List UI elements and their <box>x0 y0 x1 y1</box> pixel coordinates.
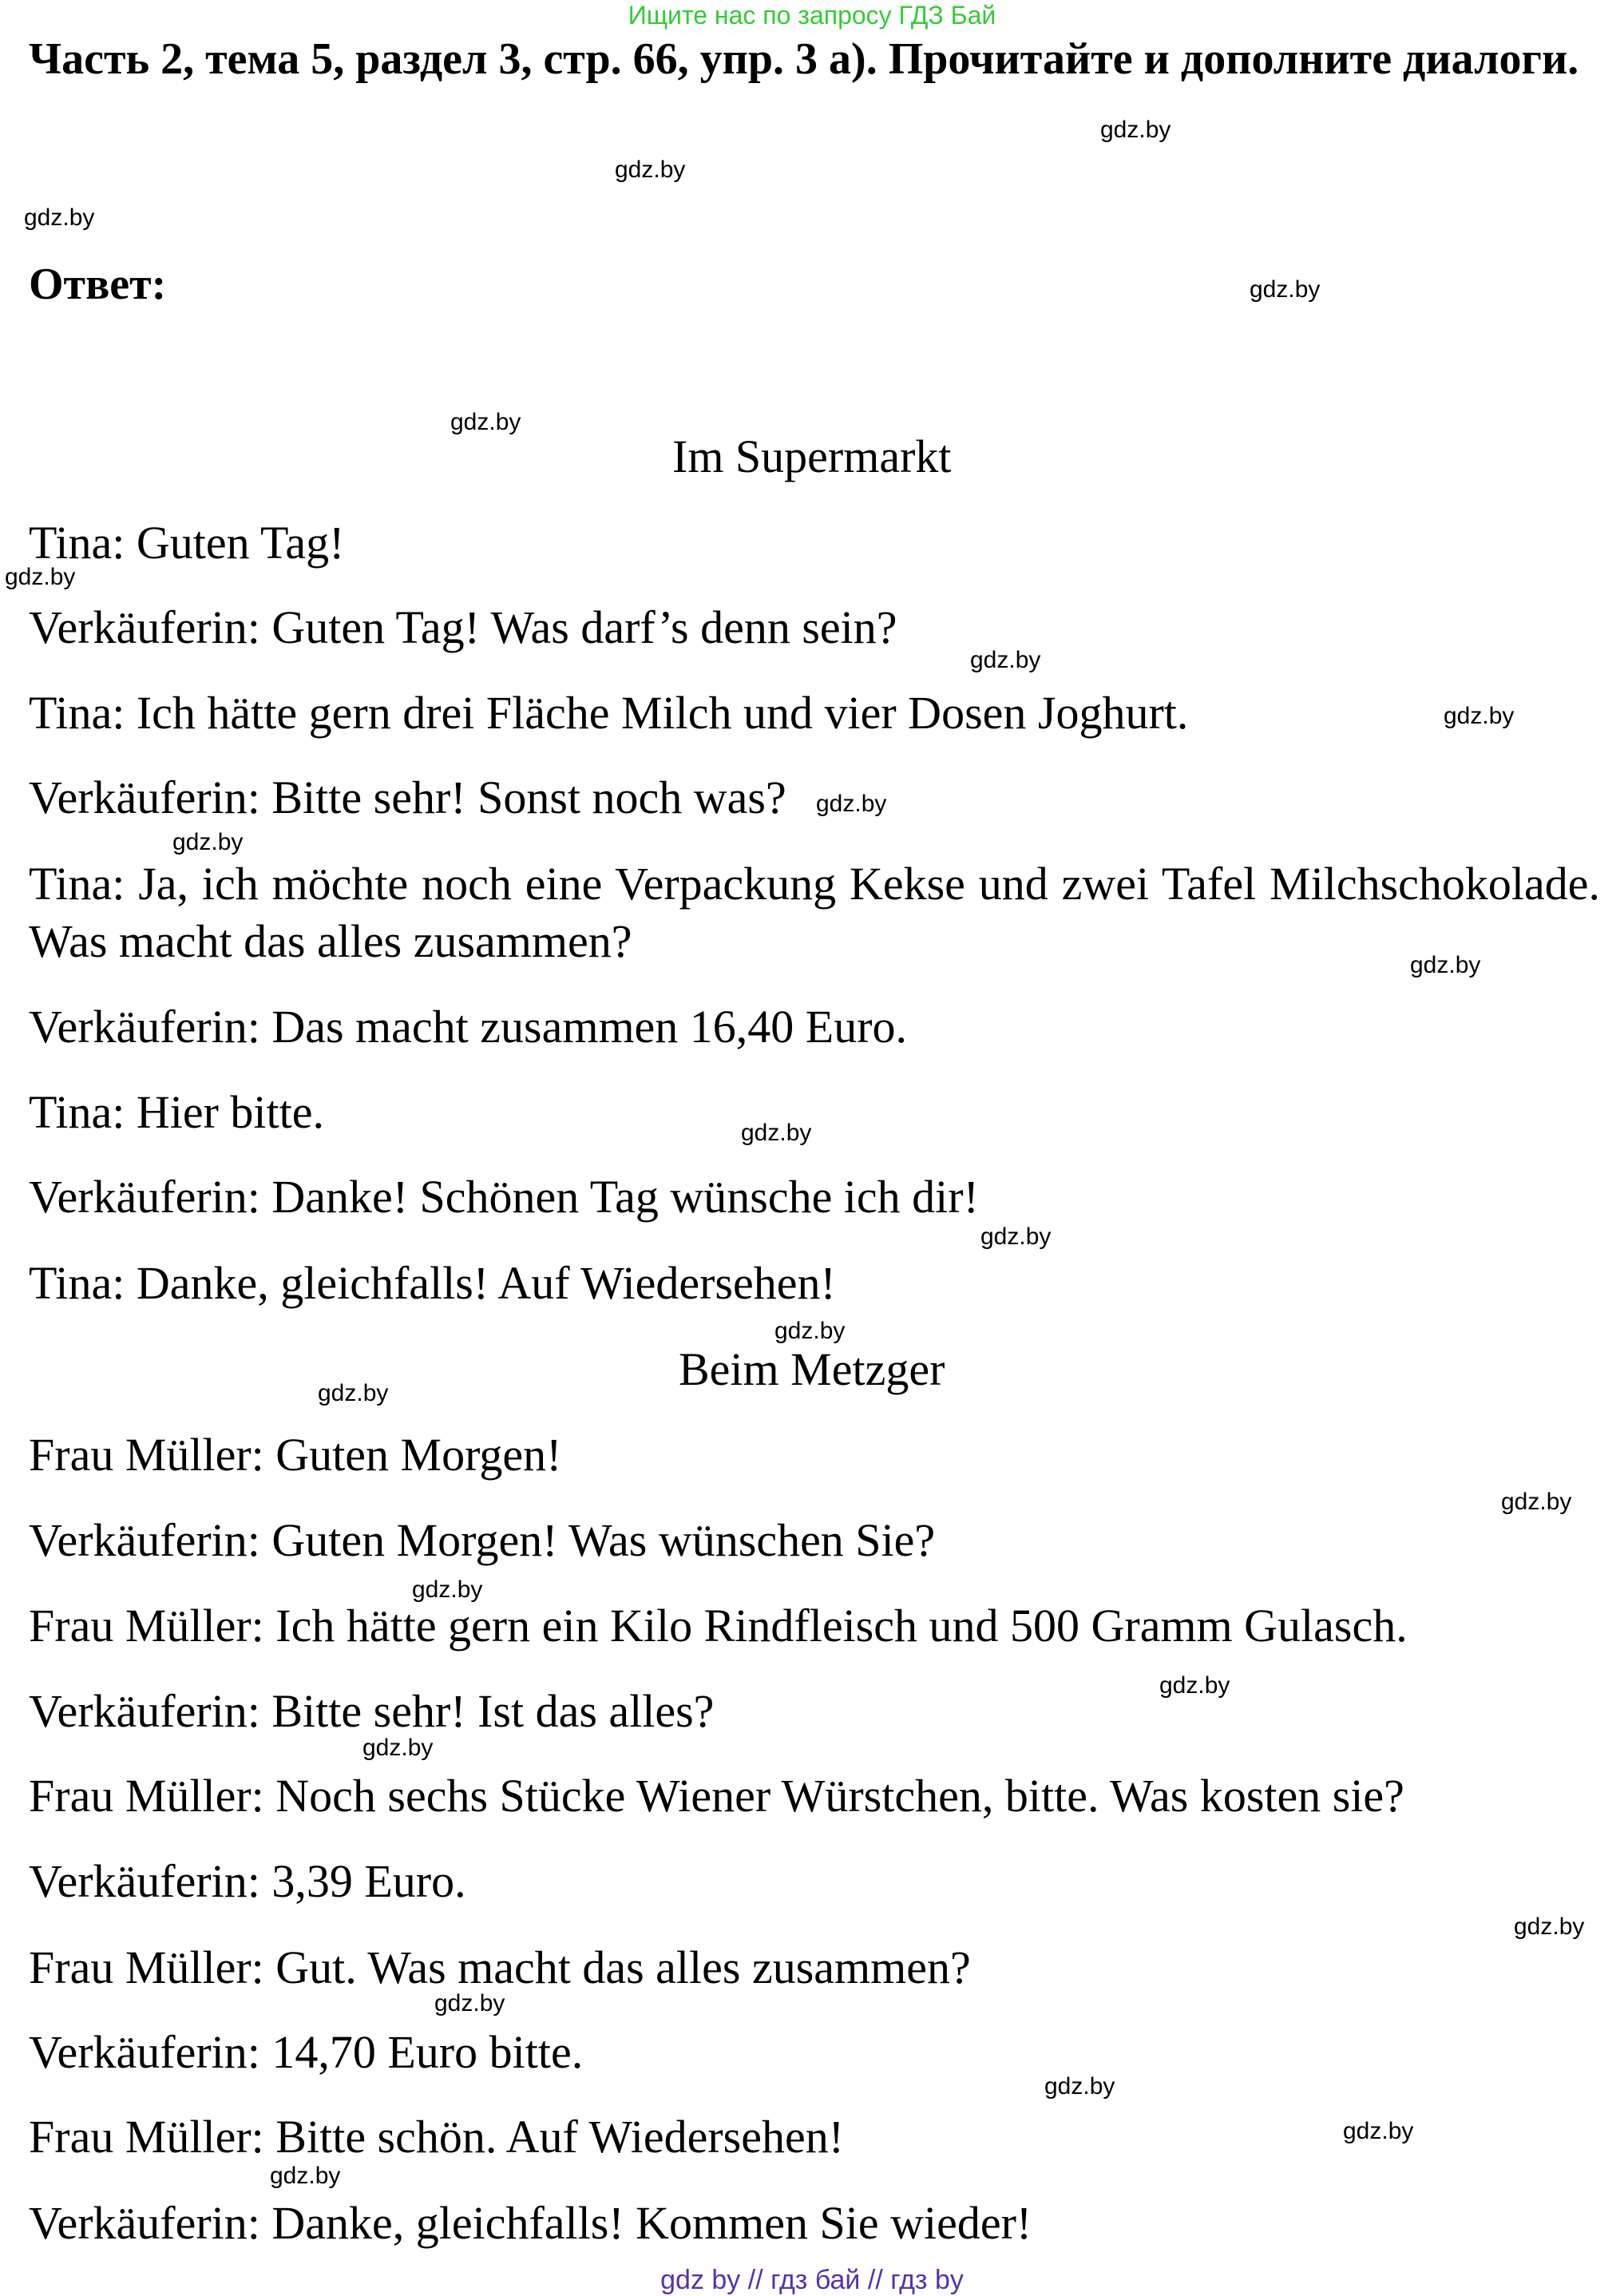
watermark: gdz.by <box>1343 2118 1414 2144</box>
watermark: gdz.by <box>434 1990 505 2016</box>
answer-label: Ответ: <box>29 260 167 309</box>
watermark: gdz.by <box>1410 952 1481 978</box>
dialog-line: Verkäuferin: Danke! Schönen Tag wünsche ich dir! <box>29 1171 979 1223</box>
footer-links[interactable]: gdz by // гдз бай // гдз by <box>660 2265 964 2295</box>
watermark: gdz.by <box>774 1318 846 1344</box>
dialog-line: Verkäuferin: 14,70 Euro bitte. <box>29 2026 584 2078</box>
dialog-line: Verkäuferin: Danke, gleichfalls! Kommen Sie wieder! <box>29 2197 1032 2249</box>
watermark: gdz.by <box>450 409 521 435</box>
dialog-line: Verkäuferin: Das macht zusammen 16,40 Euro. <box>29 1001 908 1053</box>
dialog-line: Verkäuferin: 3,39 Euro. <box>29 1855 466 1907</box>
dialog-title-metzger: Beim Metzger <box>679 1343 945 1395</box>
dialog-line: Frau Müller: Bitte schön. Auf Wiedersehen! <box>29 2111 845 2163</box>
watermark: gdz.by <box>412 1576 483 1603</box>
watermark: gdz.by <box>1514 1913 1585 1940</box>
watermark: gdz.by <box>5 564 76 590</box>
dialog-line: Frau Müller: Guten Morgen! <box>29 1429 562 1481</box>
dialog-line: Verkäuferin: Guten Tag! Was darf’s denn sein? <box>29 601 897 653</box>
dialog-line: Tina: Ich hätte gern drei Fläche Milch und vier Dosen Joghurt. <box>29 687 1189 739</box>
watermark: gdz.by <box>1501 1489 1572 1515</box>
watermark: gdz.by <box>615 157 686 183</box>
watermark: gdz.by <box>741 1120 812 1146</box>
dialog-line: Verkäuferin: Guten Morgen! Was wünschen Sie? <box>29 1514 936 1566</box>
watermark: gdz.by <box>172 829 244 855</box>
watermark: gdz.by <box>980 1223 1052 1250</box>
dialog-line: Verkäuferin: Bitte sehr! Ist das alles? <box>29 1685 715 1737</box>
watermark: gdz.by <box>1444 703 1515 729</box>
watermark: gdz.by <box>970 647 1041 673</box>
watermark: gdz.by <box>1100 117 1171 143</box>
task-heading: Часть 2, тема 5, раздел 3, стр. 66, упр. 3 а). Прочитайте и дополните диалоги. <box>29 34 1579 84</box>
dialog-line: Verkäuferin: Bitte sehr! Sonst noch was? <box>29 771 786 823</box>
dialog-line: Frau Müller: Gut. Was macht das alles zusammen? <box>29 1941 971 1993</box>
watermark: gdz.by <box>816 791 887 817</box>
dialog-line: Frau Müller: Noch sechs Stücke Wiener Würstchen, bitte. Was kosten sie? <box>29 1770 1404 1822</box>
watermark: gdz.by <box>1159 1672 1230 1699</box>
watermark: gdz.by <box>1250 276 1321 303</box>
dialog-title-supermarkt: Im Supermarkt <box>672 430 952 482</box>
watermark: gdz.by <box>1044 2073 1115 2100</box>
watermark: gdz.by <box>270 2163 341 2189</box>
dialog-line: Tina: Hier bitte. <box>29 1086 325 1138</box>
dialog-line: Frau Müller: Ich hätte gern ein Kilo Rindfleisch und 500 Gramm Gulasch. <box>29 1600 1408 1652</box>
watermark: gdz.by <box>24 204 95 231</box>
dialog-line: Tina: Danke, gleichfalls! Auf Wiedersehen! <box>29 1257 836 1309</box>
watermark: gdz.by <box>318 1380 389 1406</box>
top-banner-link[interactable]: Ищите нас по запросу ГДЗ Бай <box>628 1 996 30</box>
dialog-line: Tina: Guten Tag! <box>29 517 345 569</box>
dialog-line: Tina: Ja, ich möchte noch eine Verpackung Kekse und zwei Tafel Milchschokolade. Was macht das alles zusammen? <box>29 858 1600 967</box>
watermark: gdz.by <box>362 1735 434 1761</box>
